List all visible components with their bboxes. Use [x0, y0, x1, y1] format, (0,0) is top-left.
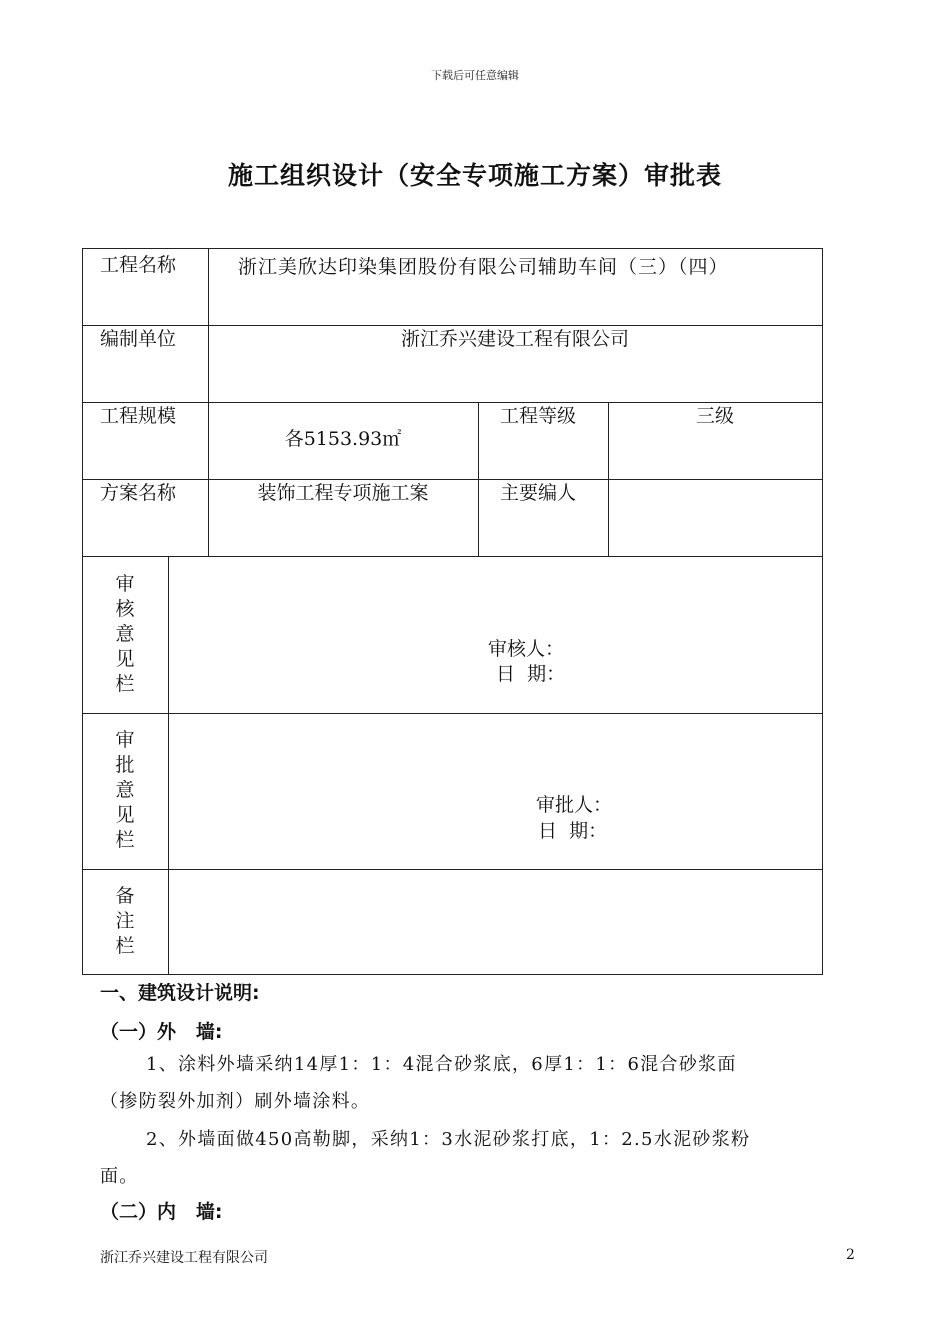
review-label-char: 意 [115, 623, 135, 645]
compiler-label: 编制单位 [100, 328, 177, 350]
table-border [82, 974, 823, 975]
paragraph-line: 面。 [100, 1166, 139, 1187]
approval-label-char: 批 [115, 754, 135, 776]
table-divider [82, 713, 823, 714]
table-divider [82, 556, 823, 557]
editor-label: 主要编人 [500, 482, 577, 504]
review-label-char: 核 [115, 598, 135, 620]
table-divider [82, 402, 823, 403]
scale-label: 工程规模 [100, 405, 177, 427]
table-divider [82, 869, 823, 870]
subsection-heading: （一）外 墙: [100, 1021, 223, 1043]
paragraph-line: 1、涂料外墙采纳14厚1：1：4混合砂浆底，6厚1：1：6混合砂浆面 [146, 1054, 737, 1075]
remarks-label-char: 注 [115, 910, 135, 932]
subsection-heading: （二）内 墙: [100, 1201, 223, 1223]
page-number: 2 [846, 1247, 855, 1263]
grade-label: 工程等级 [500, 405, 577, 427]
approval-label-char: 意 [115, 779, 135, 801]
plan-name-label: 方案名称 [100, 482, 177, 504]
review-label-char: 栏 [115, 673, 135, 695]
approval-label-char: 栏 [115, 829, 135, 851]
page-title: 施工组织设计（安全专项施工方案）审批表 [227, 161, 722, 190]
approve-date-label: 日 期： [538, 820, 608, 842]
review-date-label: 日 期： [496, 663, 566, 685]
approval-table [82, 248, 823, 975]
footer-company: 浙江乔兴建设工程有限公司 [100, 1250, 268, 1266]
table-divider [168, 556, 169, 975]
table-border [82, 248, 83, 975]
approval-label-char: 见 [115, 804, 135, 826]
approval-section-label [110, 728, 140, 853]
section-heading: 一、建筑设计说明: [100, 982, 260, 1004]
table-border [82, 248, 823, 249]
paragraph-line: 2、外墙面做450高勒脚，采纳1：3水泥砂浆打底，1：2.5水泥砂浆粉 [146, 1129, 751, 1150]
table-divider [208, 248, 209, 557]
plan-name-value: 装饰工程专项施工案 [257, 482, 429, 504]
project-name-value: 浙江美欣达印染集团股份有限公司辅助车间（三）（四） [238, 256, 729, 278]
remarks-label-char: 栏 [115, 935, 135, 957]
remarks-label-char: 备 [115, 885, 135, 907]
header-note: 下载后可任意编辑 [431, 69, 519, 82]
remarks-section-label [110, 884, 140, 959]
approval-label-char: 审 [115, 729, 135, 751]
grade-value: 三级 [695, 405, 734, 427]
table-divider [82, 325, 823, 326]
table-divider [478, 402, 479, 557]
review-label-char: 审 [115, 573, 135, 595]
compiler-value: 浙江乔兴建设工程有限公司 [400, 328, 629, 350]
scale-value: 各5153.93㎡ [284, 428, 402, 450]
approver-label: 审批人： [536, 794, 613, 816]
review-label-char: 见 [115, 648, 135, 670]
table-border [822, 248, 823, 975]
paragraph-line: （掺防裂外加剂）刷外墙涂料。 [100, 1091, 371, 1112]
project-name-label: 工程名称 [100, 254, 177, 276]
review-section-label [110, 572, 140, 697]
table-divider [82, 479, 823, 480]
reviewer-label: 审核人： [488, 638, 565, 660]
